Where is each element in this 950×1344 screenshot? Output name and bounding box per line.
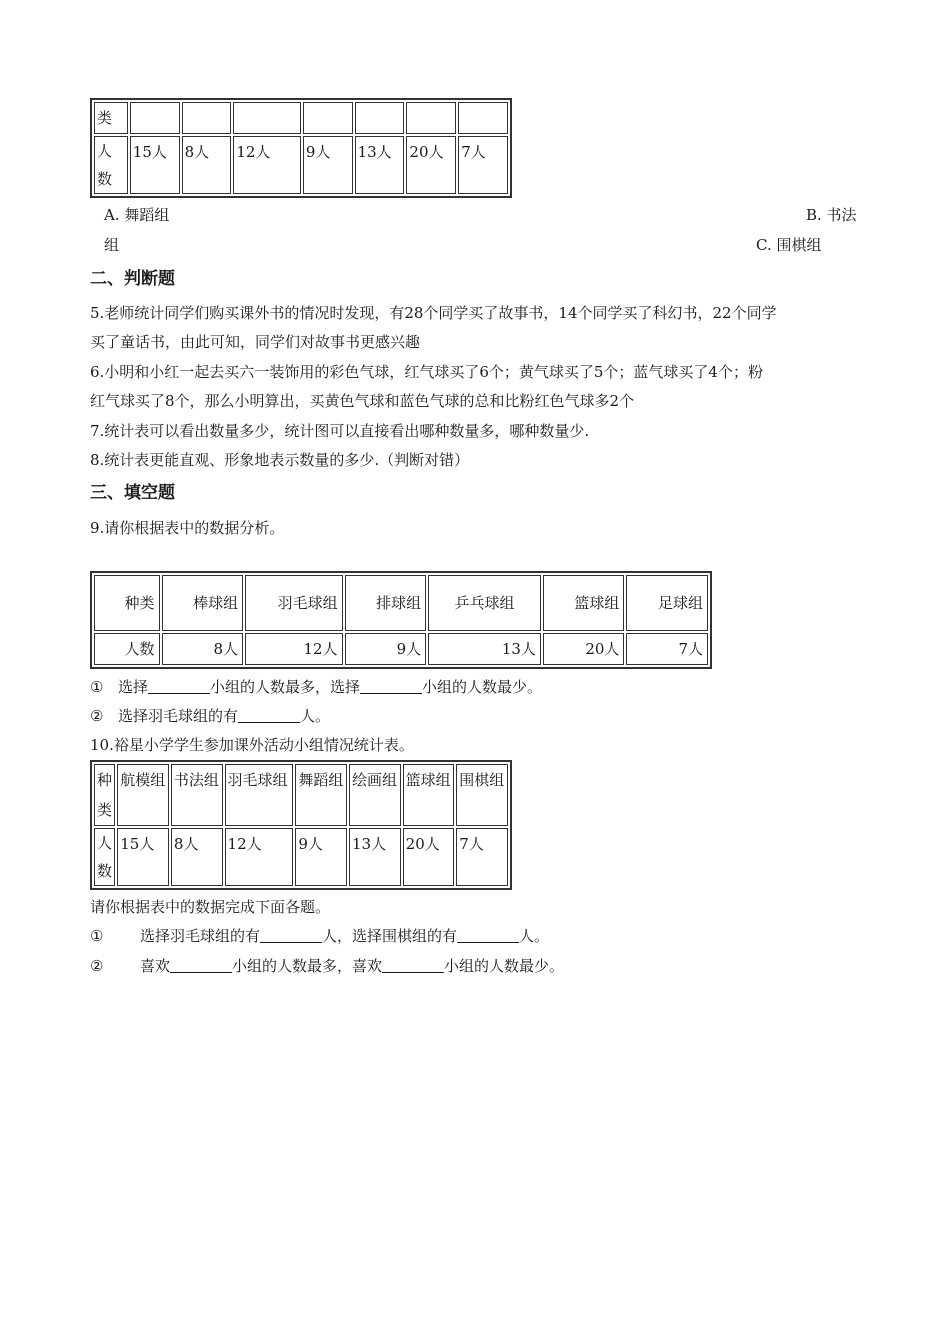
question-8: 8.统计表更能直观、形象地表示数量的多少.（判断对错）	[90, 451, 470, 469]
table-cell: 8人	[182, 136, 232, 194]
question-6-line1: 6.小明和小红一起去买六一装饰用的彩色气球，红气球买了6个；黄气球买了5个；蓝气球买了4个；粉	[90, 363, 763, 381]
q9-1-text-b: 小组的人数最多，选择	[210, 678, 361, 696]
table-cell	[458, 102, 508, 134]
table-row	[94, 633, 708, 665]
table-cell: 20人	[543, 633, 625, 665]
answer-blank[interactable]	[260, 928, 322, 943]
table-cell: 羽毛球组	[245, 575, 343, 631]
table-cell: 9人	[303, 136, 353, 194]
section-title-fill-blank: 三、填空题	[90, 483, 175, 503]
table-cell	[233, 102, 301, 134]
q10-2-text-a: 喜欢	[140, 957, 171, 975]
table-cell: 12人	[245, 633, 343, 665]
table-cell: 12人	[233, 136, 301, 194]
table-cell: 9人	[295, 828, 347, 886]
answer-blank[interactable]	[457, 928, 519, 943]
table-cell: 20人	[406, 136, 456, 194]
answer-blank[interactable]	[148, 679, 210, 694]
table-cell: 15人	[130, 136, 180, 194]
table-cell: 航模组	[117, 764, 169, 826]
table-cell: 书法组	[171, 764, 223, 826]
question-10-1	[90, 926, 549, 946]
table-cell	[182, 102, 232, 134]
item-number: ①	[90, 927, 104, 945]
option-a-tail: 组	[104, 236, 120, 254]
q9-2-text-b: 人。	[300, 707, 331, 725]
answer-blank[interactable]	[360, 679, 422, 694]
table-cell: 人数	[94, 136, 128, 194]
table-cell: 7人	[458, 136, 508, 194]
table-cell: 足球组	[626, 575, 708, 631]
table-cell: 种类	[94, 764, 115, 826]
question-9-intro: 9.请你根据表中的数据分析。	[90, 519, 285, 537]
question-10-2	[90, 956, 564, 976]
answer-blank[interactable]	[382, 958, 444, 973]
question-6-line2: 红气球买了8个，那么小明算出，买黄色气球和蓝色气球的总和比粉红色气球多2个	[90, 392, 635, 410]
q9-2-text-a: 选择羽毛球组的有	[118, 707, 239, 725]
table-cell: 13人	[355, 136, 405, 194]
question-10-prompt: 请你根据表中的数据完成下面各题。	[90, 898, 331, 916]
table-cell	[355, 102, 405, 134]
table-cell: 8人	[171, 828, 223, 886]
section-title-judgement: 二、判断题	[90, 269, 175, 289]
table-cell: 篮球组	[403, 764, 455, 826]
table-cell: 棒球组	[162, 575, 244, 631]
table-cell	[303, 102, 353, 134]
q10-1-text-c: 人。	[519, 927, 550, 945]
question-9-2	[90, 706, 330, 726]
table-cell: 7人	[456, 828, 508, 886]
table-cell: 12人	[225, 828, 294, 886]
table-cell: 乒乓球组	[428, 575, 541, 631]
table-cell: 7人	[626, 633, 708, 665]
table-row	[94, 764, 508, 826]
item-number: ①	[90, 678, 104, 696]
table-cell: 排球组	[345, 575, 427, 631]
table-cell: 13人	[428, 633, 541, 665]
q9-1-text-c: 小组的人数最少。	[422, 678, 543, 696]
table-cell: 围棋组	[456, 764, 508, 826]
table-cell	[130, 102, 180, 134]
table-row	[94, 575, 708, 631]
question-9-1	[90, 677, 542, 697]
top-stats-table	[90, 98, 512, 198]
item-number: ②	[90, 707, 104, 725]
q10-1-text-b: 人，选择围棋组的有	[322, 927, 458, 945]
table-cell: 20人	[403, 828, 455, 886]
table-cell: 种类	[94, 575, 160, 631]
table-cell: 人数	[94, 633, 160, 665]
table-cell: 绘画组	[349, 764, 401, 826]
q9-stats-table	[90, 571, 712, 669]
q10-stats-table	[90, 760, 512, 890]
q10-2-text-b: 小组的人数最多，喜欢	[232, 957, 383, 975]
q10-1-text-a: 选择羽毛球组的有	[140, 927, 261, 945]
question-5-line1: 5.老师统计同学们购买课外书的情况时发现，有28个同学买了故事书，14个同学买了科幻书，22个同学	[90, 304, 777, 322]
table-cell: 9人	[345, 633, 427, 665]
table-cell	[406, 102, 456, 134]
q9-1-text-a: 选择	[118, 678, 149, 696]
table-cell: 13人	[349, 828, 401, 886]
table-row	[94, 102, 508, 134]
table-cell: 人数	[94, 828, 115, 886]
table-cell: 8人	[162, 633, 244, 665]
question-10-intro: 10.裕星小学学生参加课外活动小组情况统计表。	[90, 736, 414, 754]
table-row	[94, 136, 508, 194]
option-a[interactable]: A. 舞蹈组	[104, 206, 170, 224]
question-7: 7.统计表可以看出数量多少，统计图可以直接看出哪种数量多，哪种数量少.	[90, 422, 590, 440]
answer-blank[interactable]	[170, 958, 232, 973]
item-number: ②	[90, 957, 104, 975]
question-5-line2: 买了童话书，由此可知，同学们对故事书更感兴趣	[90, 333, 421, 351]
table-cell: 类	[94, 102, 128, 134]
table-cell: 篮球组	[543, 575, 625, 631]
option-c[interactable]: C. 围棋组	[756, 236, 822, 254]
table-row	[94, 828, 508, 886]
option-b[interactable]: B. 书法	[806, 206, 857, 224]
q10-2-text-c: 小组的人数最少。	[444, 957, 565, 975]
answer-blank[interactable]	[238, 708, 300, 723]
table-cell: 羽毛球组	[225, 764, 294, 826]
table-cell: 舞蹈组	[295, 764, 347, 826]
table-cell: 15人	[117, 828, 169, 886]
